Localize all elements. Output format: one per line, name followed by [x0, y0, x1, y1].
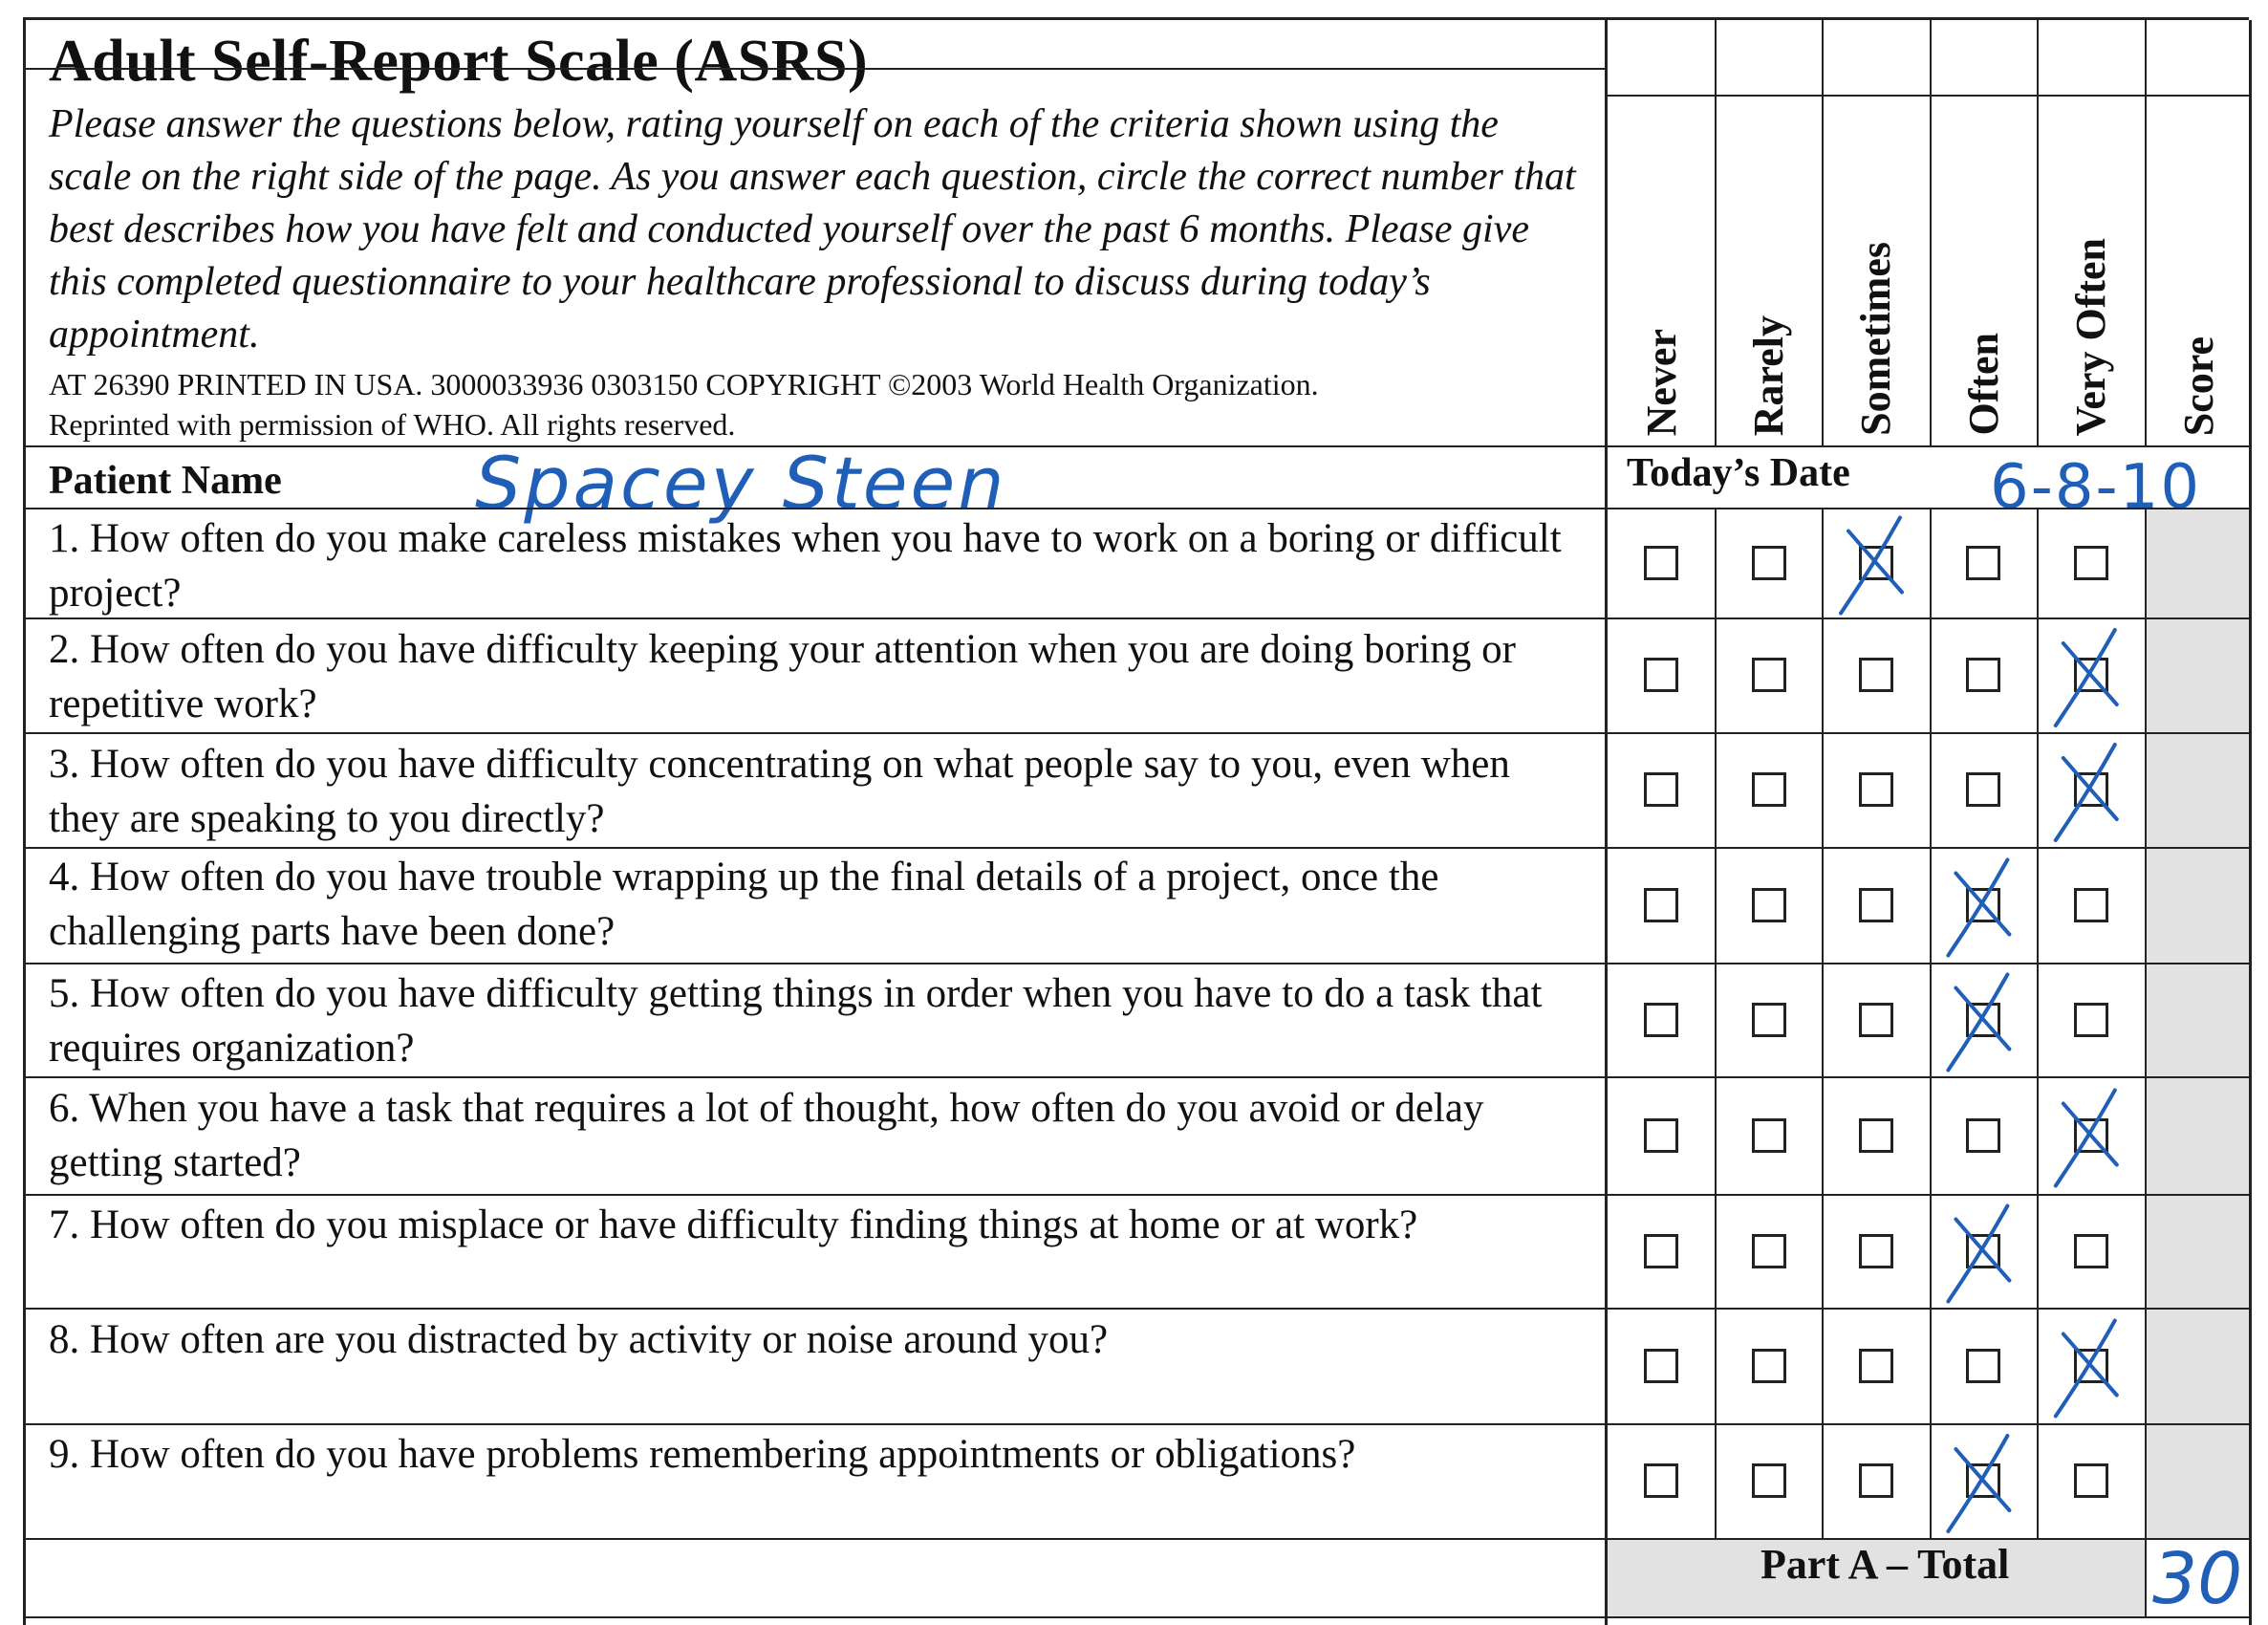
- divider: [26, 618, 1605, 619]
- checkbox-q6-rarely[interactable]: [1752, 1118, 1786, 1153]
- divider: [26, 508, 1605, 509]
- copyright-line-2: Reprinted with permission of WHO. All rights reserved.: [49, 407, 736, 442]
- col-header-sometimes: Sometimes: [1851, 242, 1899, 436]
- checkbox-q8-often[interactable]: [1966, 1349, 2000, 1383]
- checkbox-q5-never[interactable]: [1644, 1003, 1678, 1037]
- checkbox-q7-sometimes[interactable]: [1859, 1234, 1893, 1268]
- checkbox-q9-sometimes[interactable]: [1859, 1463, 1893, 1498]
- divider: [1608, 963, 2249, 964]
- form-text-panel: [26, 20, 1608, 1625]
- checkbox-q9-often[interactable]: [1966, 1463, 2000, 1498]
- divider: [26, 847, 1605, 849]
- patient-name-handwritten: Spacey Steen: [475, 441, 1007, 526]
- part-a-total-label: Part A – Total: [1760, 1541, 2010, 1588]
- checkbox-q7-often[interactable]: [1966, 1234, 2000, 1268]
- checkbox-q4-never[interactable]: [1644, 888, 1678, 922]
- checkbox-q1-sometimes[interactable]: [1859, 546, 1893, 580]
- col-header-score: Score: [2174, 336, 2222, 436]
- question-7: 7. How often do you misplace or have difficulty finding things at home or at work?: [49, 1202, 1418, 1247]
- checkbox-q6-never[interactable]: [1644, 1118, 1678, 1153]
- divider: [26, 1308, 1605, 1310]
- copyright-notice: [49, 364, 1588, 444]
- col-header-never: Never: [1637, 328, 1685, 436]
- divider: [26, 1194, 1605, 1196]
- divider: [26, 732, 1605, 734]
- checkbox-q2-sometimes[interactable]: [1859, 658, 1893, 692]
- checkbox-q1-often[interactable]: [1966, 546, 2000, 580]
- checkbox-q7-never[interactable]: [1644, 1234, 1678, 1268]
- checkbox-q6-very-often[interactable]: [2074, 1118, 2108, 1153]
- divider: [26, 68, 1605, 70]
- checkbox-q8-rarely[interactable]: [1752, 1349, 1786, 1383]
- todays-date-handwritten: 6-8-10: [1990, 452, 2202, 523]
- divider: [1608, 1423, 2249, 1425]
- col-divider: [2145, 508, 2147, 1616]
- checkbox-q4-often[interactable]: [1966, 888, 2000, 922]
- checkbox-q3-sometimes[interactable]: [1859, 772, 1893, 807]
- question-8: 8. How often are you distracted by activity or noise around you?: [49, 1317, 1109, 1362]
- form-instructions: Please answer the questions below, rating yourself on each of the criteria shown using the scale on the right side of the page. As you answer each question, circle the correct number that best describes how you have felt and conducted yourself over the past 6 months. Please give this completed questionnaire to your healthcare professional to discuss during today’s appointment.: [49, 102, 1576, 357]
- checkbox-q8-sometimes[interactable]: [1859, 1349, 1893, 1383]
- todays-date-label: Today’s Date: [1627, 451, 1850, 495]
- col-divider: [1930, 508, 1932, 1538]
- checkbox-q5-sometimes[interactable]: [1859, 1003, 1893, 1037]
- checkbox-q5-often[interactable]: [1966, 1003, 2000, 1037]
- checkbox-q3-never[interactable]: [1644, 772, 1678, 807]
- divider: [1608, 1308, 2249, 1310]
- divider: [1608, 445, 2249, 447]
- checkbox-q6-sometimes[interactable]: [1859, 1118, 1893, 1153]
- divider: [1608, 618, 2249, 619]
- question-6: 6. When you have a task that requires a lot of thought, how often do you avoid or delay getting started?: [49, 1086, 1484, 1185]
- checkbox-q4-rarely[interactable]: [1752, 888, 1786, 922]
- col-divider: [1715, 508, 1717, 1538]
- checkbox-q6-often[interactable]: [1966, 1118, 2000, 1153]
- divider: [26, 963, 1605, 964]
- question-2: 2. How often do you have difficulty keeping your attention when you are doing boring or repetitive work?: [49, 627, 1516, 726]
- question-5: 5. How often do you have difficulty getting things in order when you have to do a task that requires organization?: [49, 971, 1543, 1071]
- divider: [26, 1538, 1605, 1540]
- checkbox-q1-never[interactable]: [1644, 546, 1678, 580]
- checkbox-q9-very-often[interactable]: [2074, 1463, 2108, 1498]
- copyright-line-1: AT 26390 PRINTED IN USA. 3000033936 0303150 COPYRIGHT ©2003 World Health Organization.: [49, 367, 1319, 401]
- question-4: 4. How often do you have trouble wrapping up the final details of a project, once the challenging parts have been done?: [49, 855, 1439, 954]
- col-header-often: Often: [1959, 333, 2007, 436]
- checkbox-q4-very-often[interactable]: [2074, 888, 2108, 922]
- answer-grid: [1608, 20, 2249, 1625]
- patient-name-label: Patient Name: [49, 459, 282, 503]
- question-1: 1. How often do you make careless mistakes when you have to work on a boring or difficult project?: [49, 516, 1562, 616]
- divider: [1608, 508, 2249, 509]
- divider: [1608, 1076, 2249, 1078]
- col-header-rarely: Rarely: [1744, 314, 1792, 436]
- checkbox-q3-very-often[interactable]: [2074, 772, 2108, 807]
- checkbox-q2-often[interactable]: [1966, 658, 2000, 692]
- question-9: 9. How often do you have problems remembering appointments or obligations?: [49, 1432, 1356, 1477]
- checkbox-q8-never[interactable]: [1644, 1349, 1678, 1383]
- col-divider: [1822, 508, 1824, 1538]
- divider: [1608, 95, 2249, 97]
- checkbox-q2-rarely[interactable]: [1752, 658, 1786, 692]
- checkbox-q7-very-often[interactable]: [2074, 1234, 2108, 1268]
- divider: [26, 1076, 1605, 1078]
- checkbox-q5-very-often[interactable]: [2074, 1003, 2108, 1037]
- checkbox-q4-sometimes[interactable]: [1859, 888, 1893, 922]
- checkbox-q2-very-often[interactable]: [2074, 658, 2108, 692]
- checkbox-q9-rarely[interactable]: [1752, 1463, 1786, 1498]
- question-3: 3. How often do you have difficulty concentrating on what people say to you, even when they are speaking to you directly?: [49, 742, 1510, 841]
- checkbox-q8-very-often[interactable]: [2074, 1349, 2108, 1383]
- col-divider: [2037, 508, 2039, 1538]
- divider: [1608, 847, 2249, 849]
- divider: [26, 1423, 1605, 1425]
- checkbox-q2-never[interactable]: [1644, 658, 1678, 692]
- checkbox-q5-rarely[interactable]: [1752, 1003, 1786, 1037]
- col-header-very-often: Very Often: [2066, 237, 2114, 436]
- divider: [1608, 732, 2249, 734]
- checkbox-q3-rarely[interactable]: [1752, 772, 1786, 807]
- score-column-shading: [2145, 508, 2249, 1538]
- asrs-form: [23, 17, 2249, 1625]
- checkbox-q3-often[interactable]: [1966, 772, 2000, 807]
- divider: [26, 1616, 1605, 1618]
- checkbox-q7-rarely[interactable]: [1752, 1234, 1786, 1268]
- divider: [1608, 1194, 2249, 1196]
- form-title: Adult Self-Report Scale (ASRS): [49, 29, 869, 94]
- checkbox-q9-never[interactable]: [1644, 1463, 1678, 1498]
- part-a-total-handwritten: 30: [2152, 1538, 2243, 1620]
- checkbox-q1-very-often[interactable]: [2074, 546, 2108, 580]
- checkbox-q1-rarely[interactable]: [1752, 546, 1786, 580]
